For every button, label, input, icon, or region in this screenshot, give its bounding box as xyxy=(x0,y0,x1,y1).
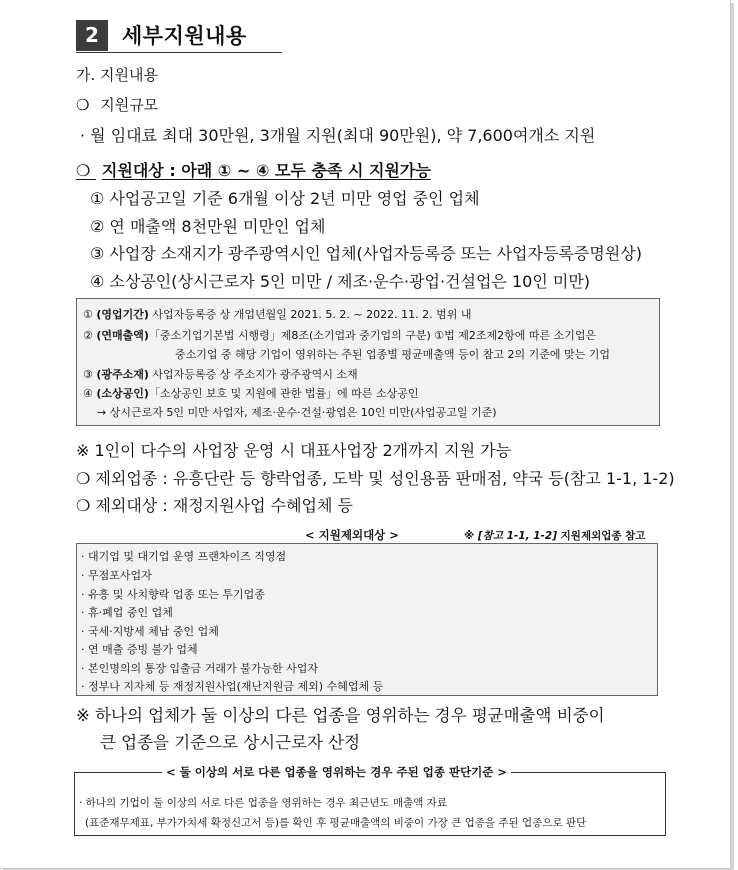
multi-industry-note-line2: 큰 업종을 기준으로 상시근로자 산정 xyxy=(100,733,361,752)
criteria-row-1: ① (영업기간) 사업자등록증 상 개업년월일 2021. 5. 2. ~ 2022. 11. 2. 범위 내 xyxy=(83,308,472,321)
target-label: 지원대상 : 아래 ① ~ ④ 모두 충족 시 지원가능 xyxy=(101,161,431,180)
target-item-2: ② 연 매출액 8천만원 미만인 업체 xyxy=(90,217,326,236)
exclusion-item: · 휴·폐업 중인 업체 xyxy=(81,606,173,619)
note-excluded-industries: ❍ 제외업종 : 유흥단란 등 향락업종, 도박 및 성인용품 판매점, 약국 등(참고 1-1, 1-2) xyxy=(76,469,675,488)
criteria-row-3: ③ (광주소재) 사업자등록증 상 주소지가 광주광역시 소재 xyxy=(83,368,358,381)
target-item-1: ① 사업공고일 기준 6개월 이상 2년 미만 영업 중인 업체 xyxy=(90,189,480,208)
multi-industry-note-line1: ※ 하나의 업체가 둘 이상의 다른 업종을 영위하는 경우 평균매출액 비중이 xyxy=(76,706,605,725)
exclusion-box xyxy=(76,543,658,696)
note-excluded-targets: ❍ 제외대상 : 재정지원사업 수혜업체 등 xyxy=(76,496,354,515)
criteria-box xyxy=(76,298,660,426)
exclusion-item: · 무점포사업자 xyxy=(81,569,152,582)
exclusion-item: · 국세·지방세 체납 중인 업체 xyxy=(81,625,219,638)
note-multi-site: ※ 1인이 다수의 사업장 운영 시 대표사업장 2개까지 지원 가능 xyxy=(76,441,512,460)
criteria-row-4: ④ (소상공인)「소상공인 보호 및 지원에 관한 법률」에 따른 소상공인 xyxy=(83,387,419,400)
main-industry-criteria-line2: (표준재무제표, 부가가치세 확정신고서 등)를 확인 후 평균매출액의 비중이 가장 큰 업종을 주된 업종으로 판단 xyxy=(85,817,587,829)
exclusion-item: · 연 매출 증빙 불가 업체 xyxy=(81,643,198,656)
circle-bullet-icon: ❍ xyxy=(76,161,91,180)
scale-heading xyxy=(76,94,158,115)
exclusion-item: · 정부나 지자체 등 재정지원사업(재난지원금 제외) 수혜업체 등 xyxy=(81,680,384,693)
exclusion-caption: < 지원제외대상 > xyxy=(305,528,399,542)
exclusion-item: · 대기업 및 대기업 운영 프랜차이즈 직영점 xyxy=(81,550,287,563)
target-heading xyxy=(76,158,431,181)
section-title: 세부지원내용 xyxy=(122,24,247,48)
criteria-row-4-cont: → 상시근로자 5인 미만 사업자, 제조·운수·건설·광업은 10인 미만(사업공고일 기준) xyxy=(97,406,497,419)
main-industry-criteria-title: < 둘 이상의 서로 다른 업종을 영위하는 경우 주된 업종 판단기준 > xyxy=(162,764,511,780)
circle-bullet-icon: ❍ xyxy=(76,96,90,114)
exclusion-item: · 유흥 및 사치향락 업종 또는 투기업종 xyxy=(81,588,265,601)
main-industry-criteria-line1: · 하나의 기업이 둘 이상의 서로 다른 업종을 영위하는 경우 최근년도 매출액 자료 xyxy=(79,797,447,809)
section-heading xyxy=(76,20,282,53)
exclusion-item: · 본인명의의 통장 입출금 거래가 불가능한 사업자 xyxy=(81,662,318,675)
main-industry-criteria-box xyxy=(74,765,666,836)
target-item-3: ③ 사업장 소재지가 광주광역시인 업체(사업자등록증 또는 사업자등록증명원상) xyxy=(90,244,642,263)
target-item-4: ④ 소상공인(상시근로자 5인 미만 / 제조·운수·광업·건설업은 10인 미만) xyxy=(90,272,591,291)
subheading-ga: 가. 지원내용 xyxy=(76,66,158,84)
criteria-row-2: ② (연매출액)「중소기업기본법 시행령」제8조(소기업과 중기업의 구분) ①법 제2조제2항에 따른 소기업은 xyxy=(83,329,597,342)
scale-detail: · 월 임대료 최대 30만원, 3개월 지원(최대 90만원), 약 7,600여개소 지원 xyxy=(80,126,596,145)
criteria-row-2-cont: 중소기업 중 해당 기업이 영위하는 주된 업종별 평균매출액 등이 참고 2의 기준에 맞는 기업 xyxy=(175,348,610,361)
scale-label: 지원규모 xyxy=(100,96,159,114)
exclusion-reference: ※ [참고 1-1, 1-2] 지원제외업종 참고 xyxy=(464,530,646,542)
section-number: 2 xyxy=(76,20,108,51)
